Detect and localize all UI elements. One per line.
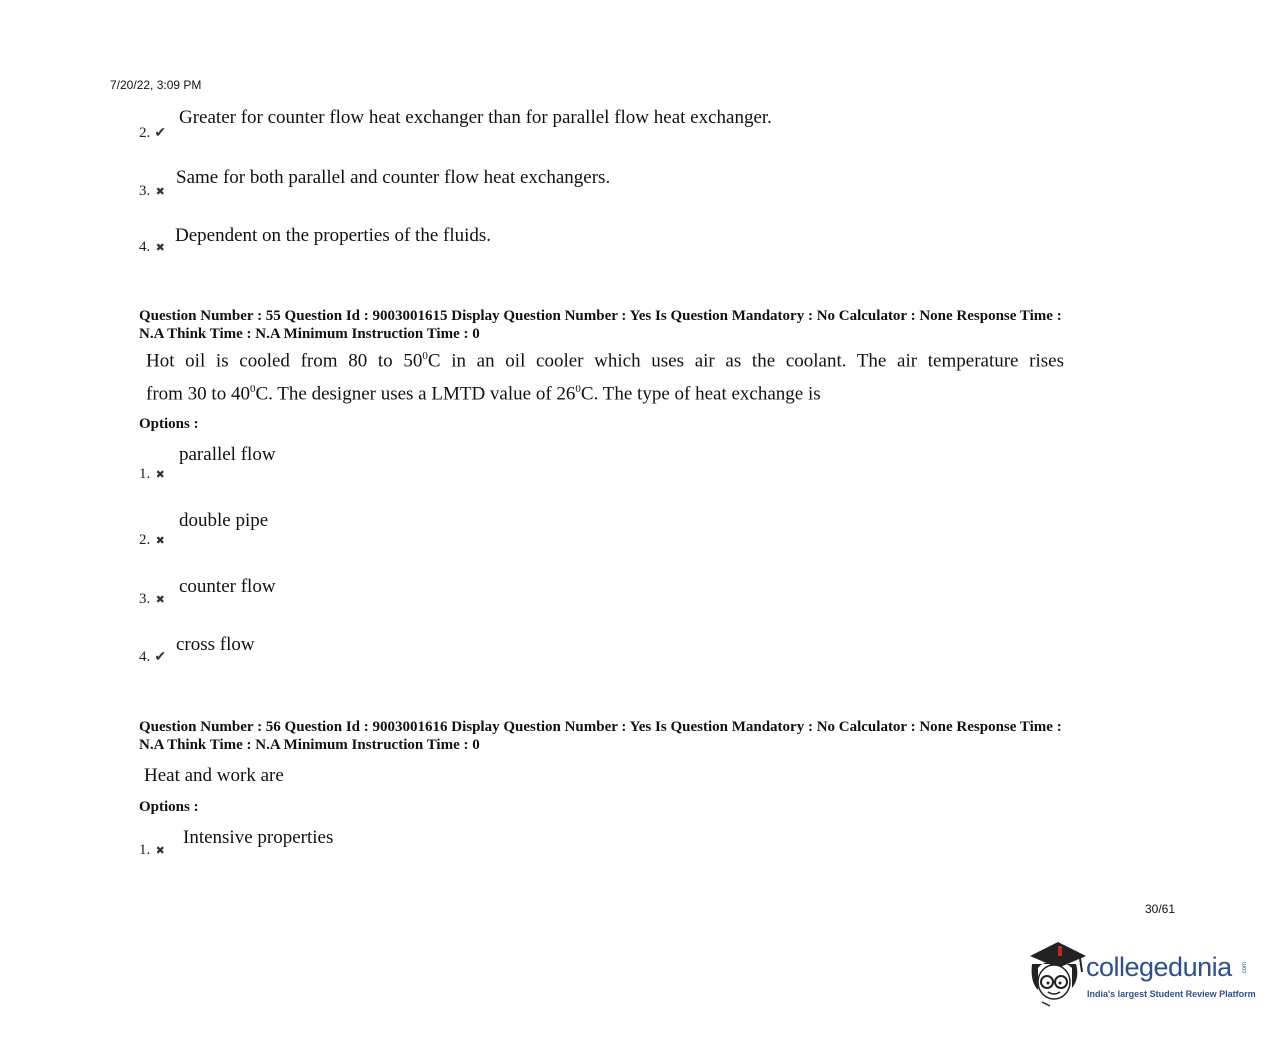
option-text: Dependent on the properties of the fluids. xyxy=(175,225,492,246)
question-text-segment: from 30 to 40 xyxy=(146,383,250,405)
cross-mark-icon: ✖ xyxy=(155,242,165,254)
option-number: 3. xyxy=(139,183,151,199)
cross-mark-icon: ✖ xyxy=(155,535,165,547)
brand-suffix: .com xyxy=(1242,962,1248,976)
option-number: 2. xyxy=(139,125,151,141)
question-text-segment: Hot oil is cooled from 80 to 50 xyxy=(146,350,423,372)
question-text-segment: C in an oil cooler which uses air as the coolant. The air temperature rises xyxy=(427,350,1064,372)
cross-mark-icon: ✖ xyxy=(155,469,165,481)
question-meta-line: N.A Think Time : N.A Minimum Instruction Time : 0 xyxy=(139,737,480,753)
check-mark-icon: ✔ xyxy=(154,126,167,141)
option-number: 1. xyxy=(139,842,151,858)
cross-mark-icon: ✖ xyxy=(155,186,165,198)
options-label: Options : xyxy=(139,416,199,432)
option-number: 4. xyxy=(139,239,151,255)
option-row xyxy=(139,531,167,549)
check-mark-icon: ✔ xyxy=(154,650,167,665)
collegedunia-logo-text: collegedunia xyxy=(1086,952,1232,982)
option-row xyxy=(139,590,167,608)
cross-mark-icon: ✖ xyxy=(155,594,165,606)
question-text-segment: C. The type of heat exchange is xyxy=(580,383,821,405)
option-row xyxy=(139,841,167,859)
option-text: Greater for counter flow heat exchanger than for parallel flow heat exchanger. xyxy=(179,107,772,128)
option-text: parallel flow xyxy=(179,444,276,465)
option-text: double pipe xyxy=(179,510,269,531)
question-meta xyxy=(139,718,1149,754)
question-text-line xyxy=(146,350,1064,372)
option-text: Intensive properties xyxy=(183,827,334,848)
question-text-line xyxy=(146,383,821,405)
option-number: 3. xyxy=(139,591,151,607)
question-text-segment: C. The designer uses a LMTD value of 26 xyxy=(255,383,576,405)
brand-tagline: India's largest Student Review Platform xyxy=(1087,989,1256,999)
option-text: Same for both parallel and counter flow heat exchangers. xyxy=(176,167,611,188)
question-meta-line: N.A Think Time : N.A Minimum Instruction Time : 0 xyxy=(139,326,480,342)
option-text: counter flow xyxy=(179,576,276,597)
degree-superscript: 0 xyxy=(575,383,581,395)
print-timestamp: 7/20/22, 3:09 PM xyxy=(110,78,202,92)
question-meta-line: Question Number : 55 Question Id : 9003001615 Display Question Number : Yes Is Question Mandatory : No Calculator : None Response Time : xyxy=(139,308,1062,324)
collegedunia-mascot-icon xyxy=(1024,938,1088,1010)
question-text: Heat and work are xyxy=(144,765,284,786)
question-meta-line: Question Number : 56 Question Id : 9003001616 Display Question Number : Yes Is Question Mandatory : No Calculator : None Response Time : xyxy=(139,719,1062,735)
question-meta xyxy=(139,307,1149,343)
option-text: cross flow xyxy=(176,634,255,655)
option-row xyxy=(139,182,167,200)
option-row xyxy=(139,124,167,142)
option-row xyxy=(139,648,167,666)
page-number: 30/61 xyxy=(1145,902,1176,916)
option-row xyxy=(139,465,167,483)
option-number: 1. xyxy=(139,466,151,482)
degree-superscript: 0 xyxy=(249,383,256,395)
options-label: Options : xyxy=(139,799,199,815)
cross-mark-icon: ✖ xyxy=(155,845,165,857)
option-row xyxy=(139,238,167,256)
option-number: 2. xyxy=(139,532,151,548)
degree-superscript: 0 xyxy=(422,350,428,362)
option-number: 4. xyxy=(139,649,151,665)
